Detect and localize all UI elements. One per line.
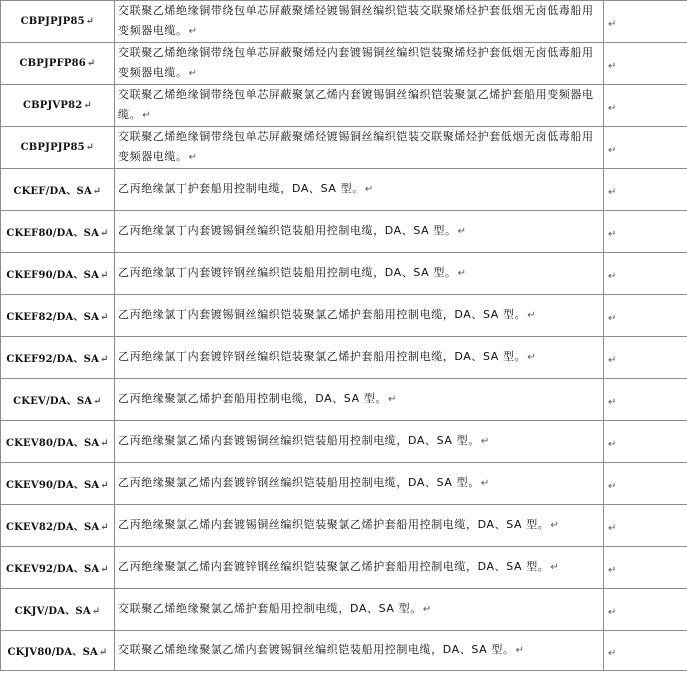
return-mark: ↵ [608, 271, 617, 282]
model-code: CKJV80/DA、SA [7, 647, 98, 658]
description-cell [115, 1, 604, 43]
description-cell [115, 463, 604, 505]
return-mark: ↵ [608, 565, 617, 576]
return-mark: ↵ [100, 522, 109, 533]
model-cell [1, 295, 115, 337]
empty-cell [604, 43, 687, 85]
return-mark: ↵ [100, 564, 109, 575]
table-row [1, 337, 687, 379]
model-code: CBPJVP82 [22, 100, 83, 111]
description-cell [115, 253, 604, 295]
return-mark: ↵ [83, 100, 93, 111]
return-mark: ↵ [98, 647, 108, 658]
description-text: 交联聚乙烯绝缘铜带绕包单芯屏蔽聚烯烃镀锡铜丝编织铠装交联聚烯烃护套低烟无卤低毒船用变频器电缆。 [118, 130, 594, 163]
description-cell [115, 127, 604, 169]
description-text: 交联聚乙烯绝缘聚氯乙烯内套镀锡铜丝编织铠装船用控制电缆，DA、SA 型。 [118, 643, 515, 656]
return-mark: ↵ [92, 186, 102, 197]
model-cell [1, 589, 115, 631]
description-cell [115, 337, 604, 379]
return-mark: ↵ [608, 355, 617, 366]
empty-cell [604, 379, 687, 421]
return-mark: ↵ [608, 61, 617, 72]
model-cell [1, 421, 115, 463]
return-mark: ↵ [608, 313, 617, 324]
return-mark: ↵ [100, 228, 109, 239]
description-text: 乙丙绝缘氯丁内套镀锌钢丝编织铠装聚氯乙烯护套船用控制电缆，DA、SA 型。 [118, 350, 527, 363]
return-mark: ↵ [188, 152, 198, 163]
table-row [1, 211, 687, 253]
model-code: CKEV90/DA、SA [5, 480, 100, 491]
model-cell [1, 43, 115, 85]
model-cell [1, 211, 115, 253]
return-mark: ↵ [100, 270, 109, 281]
model-cell [1, 505, 115, 547]
description-text: 交联聚乙烯绝缘铜带绕包单芯屏蔽聚烯烃镀锡铜丝编织铠装交联聚烯烃护套低烟无卤低毒船用变频器电缆。 [118, 4, 594, 37]
return-mark: ↵ [364, 184, 374, 195]
table-row [1, 295, 687, 337]
table-row [1, 85, 687, 127]
description-text: 乙丙绝缘氯丁内套镀锡铜丝编织铠装聚氯乙烯护套船用控制电缆，DA、SA 型。 [118, 308, 527, 321]
model-cell [1, 1, 115, 43]
description-cell [115, 421, 604, 463]
description-text: 乙丙绝缘氯丁内套镀锡铜丝编织铠装船用控制电缆，DA、SA 型。 [118, 224, 457, 237]
table-body [1, 1, 687, 671]
empty-cell [604, 211, 687, 253]
model-cell [1, 253, 115, 295]
model-cell [1, 547, 115, 589]
return-mark: ↵ [100, 480, 109, 491]
return-mark: ↵ [608, 481, 617, 492]
table-row [1, 253, 687, 295]
description-cell [115, 379, 604, 421]
return-mark: ↵ [188, 26, 198, 37]
description-text: 乙丙绝缘聚氯乙烯内套镀锡铜丝编织铠装船用控制电缆，DA、SA 型。 [118, 434, 480, 447]
model-code: CBPJPJP85 [20, 142, 85, 153]
description-cell [115, 589, 604, 631]
return-mark: ↵ [608, 607, 617, 618]
return-mark: ↵ [515, 645, 525, 656]
empty-cell [604, 547, 687, 589]
return-mark: ↵ [422, 604, 432, 615]
empty-cell [604, 295, 687, 337]
model-cell [1, 127, 115, 169]
description-cell [115, 295, 604, 337]
return-mark: ↵ [608, 187, 617, 198]
table-row [1, 43, 687, 85]
description-cell [115, 211, 604, 253]
table-row [1, 169, 687, 211]
return-mark: ↵ [608, 103, 617, 114]
return-mark: ↵ [480, 436, 490, 447]
return-mark: ↵ [91, 606, 101, 617]
description-cell [115, 43, 604, 85]
empty-cell [604, 337, 687, 379]
description-text: 乙丙绝缘聚氯乙烯内套镀锡铜丝编织铠装聚氯乙烯护套船用控制电缆，DA、SA 型。 [118, 518, 550, 531]
empty-cell [604, 253, 687, 295]
model-code: CBPJPFP86 [19, 58, 86, 69]
model-code: CKEV80/DA、SA [5, 438, 100, 449]
model-cell [1, 631, 115, 671]
model-cell [1, 169, 115, 211]
description-cell [115, 85, 604, 127]
table-row [1, 127, 687, 169]
description-text: 乙丙绝缘聚氯乙烯护套船用控制电缆，DA、SA 型。 [118, 392, 388, 405]
model-cell [1, 379, 115, 421]
return-mark: ↵ [480, 478, 490, 489]
table-row [1, 1, 687, 43]
return-mark: ↵ [608, 439, 617, 450]
table-row [1, 505, 687, 547]
model-cell [1, 85, 115, 127]
empty-cell [604, 631, 687, 671]
return-mark: ↵ [608, 648, 617, 659]
model-code: CKEF92/DA、SA [6, 354, 100, 365]
empty-cell [604, 127, 687, 169]
model-cell [1, 337, 115, 379]
return-mark: ↵ [608, 19, 617, 30]
return-mark: ↵ [527, 310, 537, 321]
model-cell [1, 463, 115, 505]
description-text: 乙丙绝缘氯丁内套镀锌钢丝编织铠装船用控制电缆，DA、SA 型。 [118, 266, 457, 279]
return-mark: ↵ [550, 520, 560, 531]
return-mark: ↵ [527, 352, 537, 363]
return-mark: ↵ [86, 58, 96, 69]
empty-cell [604, 1, 687, 43]
return-mark: ↵ [388, 394, 397, 405]
model-code: CKEF90/DA、SA [6, 270, 100, 281]
table-row [1, 589, 687, 631]
description-cell [115, 169, 604, 211]
description-cell [115, 631, 604, 671]
description-text: 交联聚乙烯绝缘铜带绕包单芯屏蔽聚烯烃内套镀锡铜丝编织铠装聚烯烃护套低烟无卤低毒船用变频器电缆。 [118, 46, 594, 79]
empty-cell [604, 589, 687, 631]
empty-cell [604, 169, 687, 211]
table-row [1, 463, 687, 505]
return-mark: ↵ [608, 523, 617, 534]
model-code: CKEF80/DA、SA [6, 228, 100, 239]
empty-cell [604, 505, 687, 547]
description-text: 乙丙绝缘聚氯乙烯内套镀锌钢丝编织铠装船用控制电缆，DA、SA 型。 [118, 476, 480, 489]
return-mark: ↵ [142, 110, 152, 121]
return-mark: ↵ [608, 397, 617, 408]
model-code: CKEV92/DA、SA [5, 564, 100, 575]
model-code: CKEF/DA、SA [13, 186, 92, 197]
model-code: CBPJPJP85 [20, 16, 85, 27]
description-text: 交联聚乙烯绝缘铜带绕包单芯屏蔽聚氯乙烯内套镀锡铜丝编织铠装聚氯乙烯护套船用变频器电缆。 [118, 88, 594, 121]
return-mark: ↵ [188, 68, 198, 79]
model-code: CKEV82/DA、SA [5, 522, 100, 533]
table-row [1, 379, 687, 421]
empty-cell [604, 463, 687, 505]
return-mark: ↵ [85, 142, 95, 153]
return-mark: ↵ [100, 438, 109, 449]
return-mark: ↵ [457, 226, 467, 237]
description-text: 交联聚乙烯绝缘聚氯乙烯护套船用控制电缆，DA、SA 型。 [118, 602, 422, 615]
return-mark: ↵ [457, 268, 467, 279]
table-row [1, 631, 687, 671]
model-code: CKEF82/DA、SA [6, 312, 100, 323]
table-row [1, 421, 687, 463]
return-mark: ↵ [85, 16, 95, 27]
description-cell [115, 547, 604, 589]
empty-cell [604, 421, 687, 463]
model-code: CKJV/DA、SA [14, 606, 91, 617]
return-mark: ↵ [608, 145, 617, 156]
return-mark: ↵ [550, 562, 560, 573]
empty-cell [604, 85, 687, 127]
description-text: 乙丙绝缘聚氯乙烯内套镀锌钢丝编织铠装聚氯乙烯护套船用控制电缆，DA、SA 型。 [118, 560, 550, 573]
table-row [1, 547, 687, 589]
return-mark: ↵ [93, 396, 102, 407]
description-cell [115, 505, 604, 547]
return-mark: ↵ [100, 354, 109, 365]
return-mark: ↵ [608, 229, 617, 240]
return-mark: ↵ [100, 312, 109, 323]
model-code: CKEV/DA、SA [13, 396, 93, 407]
description-text: 乙丙绝缘氯丁护套船用控制电缆，DA、SA 型。 [118, 182, 364, 195]
